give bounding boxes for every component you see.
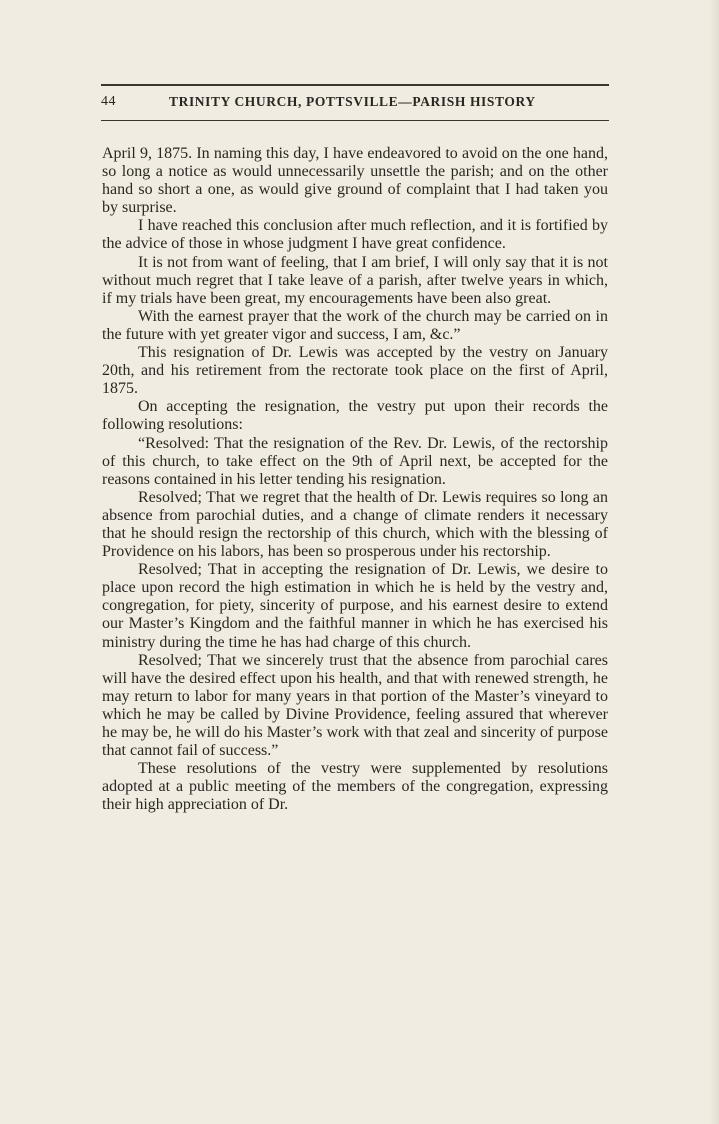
paragraph-resolutions-intro: On accepting the resignation, the vestry put upon their records the following resolutions:: [102, 398, 608, 434]
page-number: 44: [101, 94, 116, 109]
paragraph-letter-conclusion: I have reached this conclusion after much reflection, and it is fortified by the advice of those in whose judgment I have great confidence.: [102, 217, 608, 253]
running-title: TRINITY CHURCH, POTTSVILLE—PARISH HISTORY: [169, 94, 536, 109]
running-head: [101, 94, 609, 114]
paragraph-resignation-accepted: This resignation of Dr. Lewis was accepted by the vestry on January 20th, and his retirement from the rectorate took place on the first of April, 1875.: [102, 344, 608, 398]
body-text: [102, 145, 608, 814]
header-bottom-rule: [101, 120, 609, 121]
paragraph-letter-closing: With the earnest prayer that the work of the church may be carried on in the future with yet greater vigor and success, I am, &c.”: [102, 307, 608, 343]
paragraph-resolution-4: Resolved; That we sincerely trust that the absence from parochial cares will have the desired effect upon his health, and that with renewed strength, he may return to labor for many years in that portion of the Master’s vineyard to which he may be called by Divine Providence, feeling assured that wherever he may be, he will do his Master’s work with that zeal and sincerity of purpose that cannot fail of success.”: [102, 651, 608, 760]
paragraph-resolution-1: “Resolved: That the resignation of the Rev. Dr. Lewis, of the rectorship of this church, to take effect on the 9th of April next, be accepted for the reasons contained in his letter tending his resignation.: [102, 434, 608, 488]
paragraph-resolution-3: Resolved; That in accepting the resignation of Dr. Lewis, we desire to place upon record the high estimation in which he is held by the vestry and, congregation, for piety, sincerity of purpose, and his earnest desire to extend our Master’s Kingdom and the faithful manner in which he has exercised his ministry during the time he has had charge of this church.: [102, 561, 608, 651]
paragraph-resolution-2: Resolved; That we regret that the health of Dr. Lewis requires so long an absence from parochial duties, and a change of climate renders it necessary that he should resign the rectorship of this church, which with the blessing of Providence on his labors, has been so prosperous under his rectorship.: [102, 488, 608, 561]
header-top-rule: [101, 84, 609, 86]
paragraph-congregation-resolutions: These resolutions of the vestry were supplemented by resolutions adopted at a public meeting of the members of the congregation, expressing their high appreciation of Dr.: [102, 760, 608, 814]
paragraph-letter-feeling: It is not from want of feeling, that I am brief, I will only say that it is not without much regret that I take leave of a parish, after twelve years in which, if my trials have been great, my encouragements have been also great.: [102, 253, 608, 307]
page-edge-shadow: [709, 0, 719, 1124]
paragraph-letter-continuation: April 9, 1875. In naming this day, I have endeavored to avoid on the one hand, so long a notice as would unnecessarily unsettle the parish; and on the other hand so short a one, as would give ground of complaint that I had taken you by surprise.: [102, 145, 608, 217]
